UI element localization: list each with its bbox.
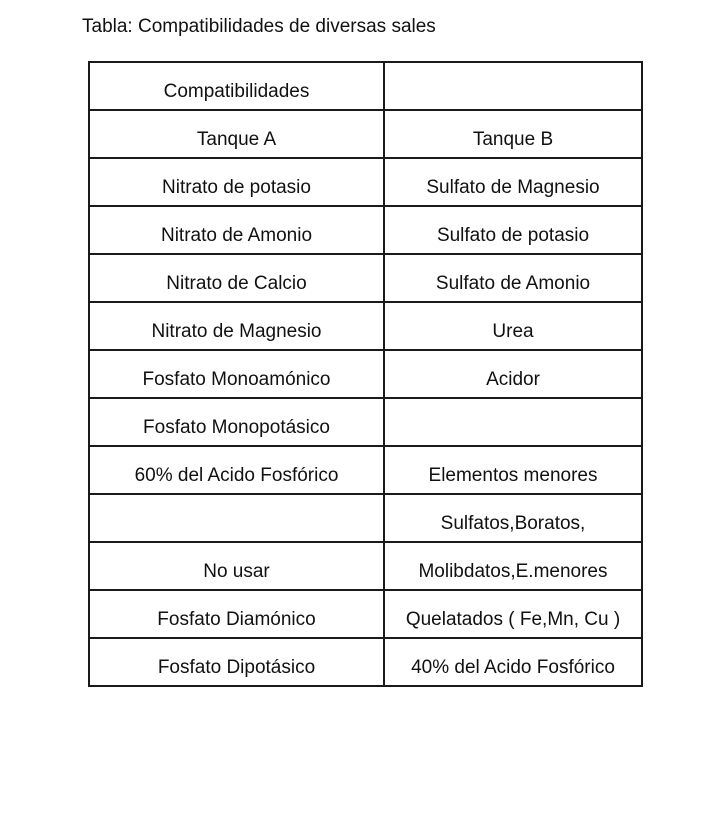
table-cell: Tanque A — [89, 110, 384, 158]
table-cell: Nitrato de Calcio — [89, 254, 384, 302]
table-cell: Tanque B — [384, 110, 642, 158]
table-cell: Sulfato de Amonio — [384, 254, 642, 302]
table-cell: 60% del Acido Fosfórico — [89, 446, 384, 494]
table-cell: Sulfato de Magnesio — [384, 158, 642, 206]
table-cell: No usar — [89, 542, 384, 590]
table-cell: Molibdatos,E.menores — [384, 542, 642, 590]
table-cell: Fosfato Monoamónico — [89, 350, 384, 398]
table-cell — [384, 62, 642, 110]
table-cell: Urea — [384, 302, 642, 350]
table-row — [89, 158, 642, 206]
table-row — [89, 590, 642, 638]
table-row — [89, 302, 642, 350]
table-cell: Nitrato de potasio — [89, 158, 384, 206]
table-cell: Fosfato Dipotásico — [89, 638, 384, 686]
table-row — [89, 254, 642, 302]
table-row — [89, 350, 642, 398]
table-cell: Fosfato Monopotásico — [89, 398, 384, 446]
table-row — [89, 110, 642, 158]
table-cell: Sulfato de potasio — [384, 206, 642, 254]
table-row — [89, 446, 642, 494]
table-cell: Quelatados ( Fe,Mn, Cu ) — [384, 590, 642, 638]
table-cell: Nitrato de Magnesio — [89, 302, 384, 350]
table-row — [89, 494, 642, 542]
table-cell — [384, 398, 642, 446]
table-cell: Fosfato Diamónico — [89, 590, 384, 638]
table-cell: Acidor — [384, 350, 642, 398]
table-row — [89, 206, 642, 254]
table-cell: Compatibilidades — [89, 62, 384, 110]
table-row — [89, 398, 642, 446]
table-cell: Nitrato de Amonio — [89, 206, 384, 254]
table-cell: Sulfatos,Boratos, — [384, 494, 642, 542]
table-cell: Elementos menores — [384, 446, 642, 494]
compatibility-table — [88, 61, 643, 687]
table-row — [89, 638, 642, 686]
table-caption: Tabla: Compatibilidades de diversas sales — [82, 16, 436, 37]
table-row — [89, 542, 642, 590]
table-row — [89, 62, 642, 110]
table-cell: 40% del Acido Fosfórico — [384, 638, 642, 686]
table-cell — [89, 494, 384, 542]
